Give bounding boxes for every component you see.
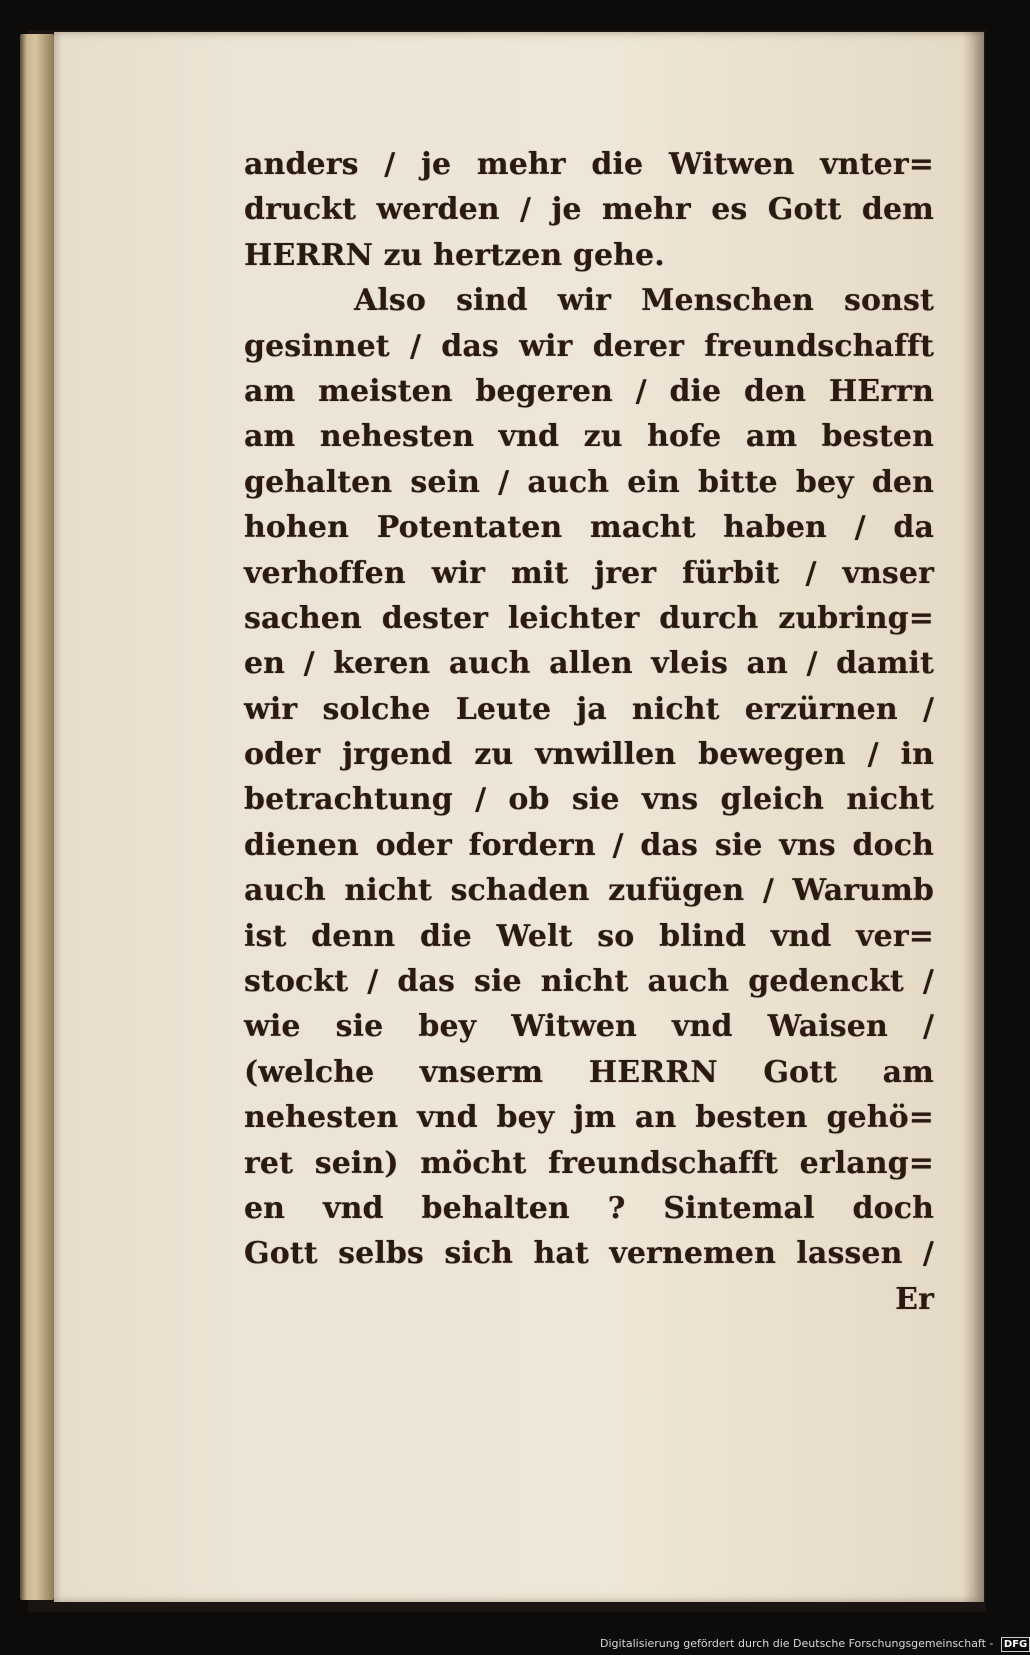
text-line: dienen oder fordern / das sie vns doch xyxy=(244,827,934,863)
text-line: am meisten begeren / die den HErrn xyxy=(244,373,934,409)
text-line: betrachtung / ob sie vns gleich nicht xyxy=(244,782,934,818)
text-block xyxy=(244,142,934,1322)
text-line: HERRN zu hertzen gehe. xyxy=(244,237,665,273)
text-line: verhoffen wir mit jrer fürbit / vnser xyxy=(244,555,934,591)
text-line: Also sind wir Menschen sonst xyxy=(354,283,934,319)
text-line: am nehesten vnd zu hofe am besten xyxy=(244,419,934,455)
text-line: auch nicht schaden zufügen / Warumb xyxy=(244,873,934,909)
text-line: gehalten sein / auch ein bitte bey den xyxy=(244,464,934,500)
spine-shadow xyxy=(962,32,984,1602)
text-line: ist denn die Welt so blind vnd ver= xyxy=(244,918,934,954)
text-line: ret sein) möcht freundschafft erlang= xyxy=(244,1145,934,1181)
text-line: wir solche Leute ja nicht erzürnen / xyxy=(244,691,934,727)
text-line: druckt werden / je mehr es Gott dem xyxy=(244,192,934,228)
text-line: stockt / das sie nicht auch gedenckt / xyxy=(244,964,934,1000)
catchword: Er xyxy=(895,1281,934,1317)
book-page xyxy=(54,32,984,1602)
page-edges xyxy=(20,34,54,1600)
credit-text: Digitalisierung gefördert durch die Deutsche Forschungsgemeinschaft - xyxy=(600,1637,994,1650)
text-line: anders / je mehr die Witwen vnter= xyxy=(244,147,934,182)
text-line: wie sie bey Witwen vnd Waisen / xyxy=(244,1009,934,1045)
digitization-credit xyxy=(600,1635,1028,1653)
text-line: nehesten vnd bey jm an besten gehö= xyxy=(244,1100,934,1136)
text-line: hohen Potentaten macht haben / da xyxy=(244,510,934,546)
dfg-logo: DFG xyxy=(1001,1637,1030,1652)
text-line: en vnd behalten ? Sintemal doch xyxy=(244,1190,934,1226)
text-line: sachen dester leichter durch zubring= xyxy=(244,600,934,636)
text-line: oder jrgend zu vnwillen bewegen / in xyxy=(244,737,934,773)
text-line: en / keren auch allen vleis an / damit xyxy=(244,646,934,682)
text-line: gesinnet / das wir derer freundschafft xyxy=(244,328,934,364)
text-line: Gott selbs sich hat vernemen lassen / xyxy=(244,1236,934,1272)
text-line: (welche vnserm HERRN Gott am xyxy=(244,1054,934,1090)
